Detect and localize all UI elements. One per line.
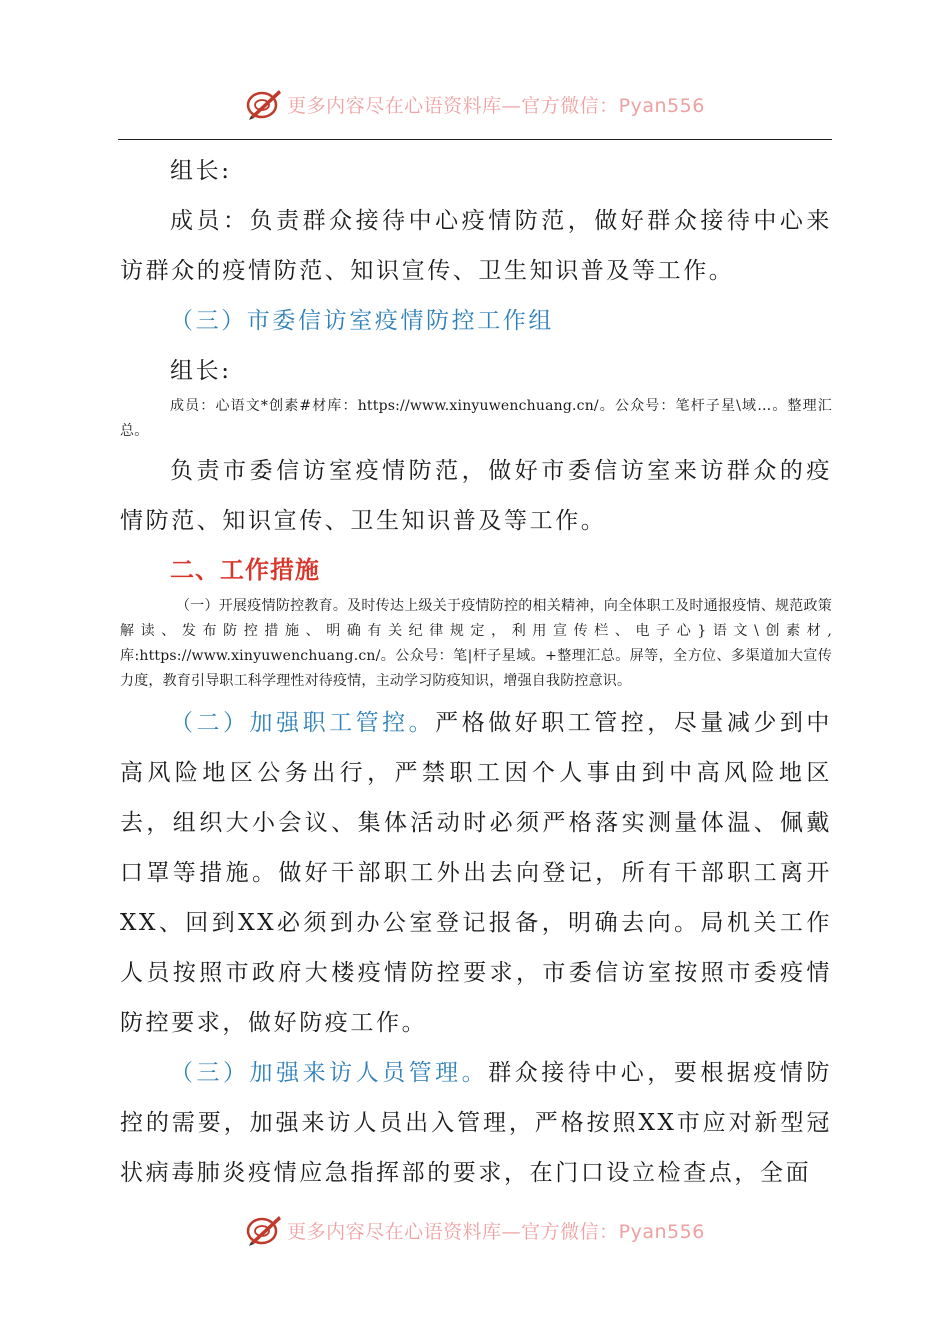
section-heading-measures: 二、工作措施 (170, 556, 320, 584)
header-banner (0, 84, 950, 124)
leader-line-2: 组长: (170, 358, 232, 384)
pen-logo-icon (245, 86, 283, 122)
measure-2-paragraph (120, 698, 832, 1048)
footer-banner-text: 更多内容尽在心语资料库—官方微信：Pyan556 (287, 1220, 705, 1243)
section-heading-3: （三）市委信访室疫情防控工作组 (170, 308, 554, 334)
measure-3-paragraph (120, 1048, 832, 1198)
measure-1-paragraph: （一）开展疫情防控教育。及时传达上级关于疫情防控的相关精神，向全体职工及时通报疫情、规范政策解读、发布防控措施、明确有关纪律规定，利用宣传栏、电子心}语文\创素材,库:https://www.xinyuwenchuang.cn/。公众号：笔|杆子星域。+整理汇总。屏等，全方位、多渠道加大宣传力度，教育引导职工科学理性对待疫情，主动学习防疫知识，增强自我防控意识。 (120, 598, 832, 689)
measure-3-heading: （三）加强来访人员管理。 (170, 1060, 489, 1086)
leader-line-1: 组长: (170, 158, 232, 184)
duty-paragraph: 负责市委信访室疫情防范，做好市委信访室来访群众的疫情防范、知识宣传、卫生知识普及等工作。 (120, 458, 832, 534)
header-rule (118, 139, 832, 140)
members-small-note: 成员：心语文*创素#材库：https://www.xinyuwenchuang.cn/。公众号：笔杆子星\域…。整理汇总。 (120, 398, 832, 439)
measure-2-text: 严格做好职工管控，尽量减少到中高风险地区公务出行，严禁职工因个人事由到中高风险地区去，组织大小会议、集体活动时必须严格落实测量体温、佩戴口罩等措施。做好干部职工外出去向登记，所有干部职工离开XX、回到XX必须到办公室登记报备，明确去向。局机关工作人员按照市政府大楼疫情防控要求，市委信访室按照市委疫情防控要求，做好防疫工作。 (120, 710, 833, 1036)
pen-logo-icon (245, 1212, 283, 1248)
document-body (120, 146, 832, 1198)
footer-banner (0, 1210, 950, 1250)
measure-3-text: 群众接待中心，要根据疫情防控的需要，加强来访人员出入管理，严格按照XX市应对新型冠状病毒肺炎疫情应急指挥部的要求，在门口设立检查点，全面 (120, 1060, 832, 1186)
measure-2-heading: （二）加强职工管控。 (170, 710, 436, 736)
header-banner-text: 更多内容尽在心语资料库—官方微信：Pyan556 (287, 94, 705, 117)
members-paragraph-1: 成员：负责群众接待中心疫情防范，做好群众接待中心来访群众的疫情防范、知识宣传、卫生知识普及等工作。 (120, 208, 832, 284)
